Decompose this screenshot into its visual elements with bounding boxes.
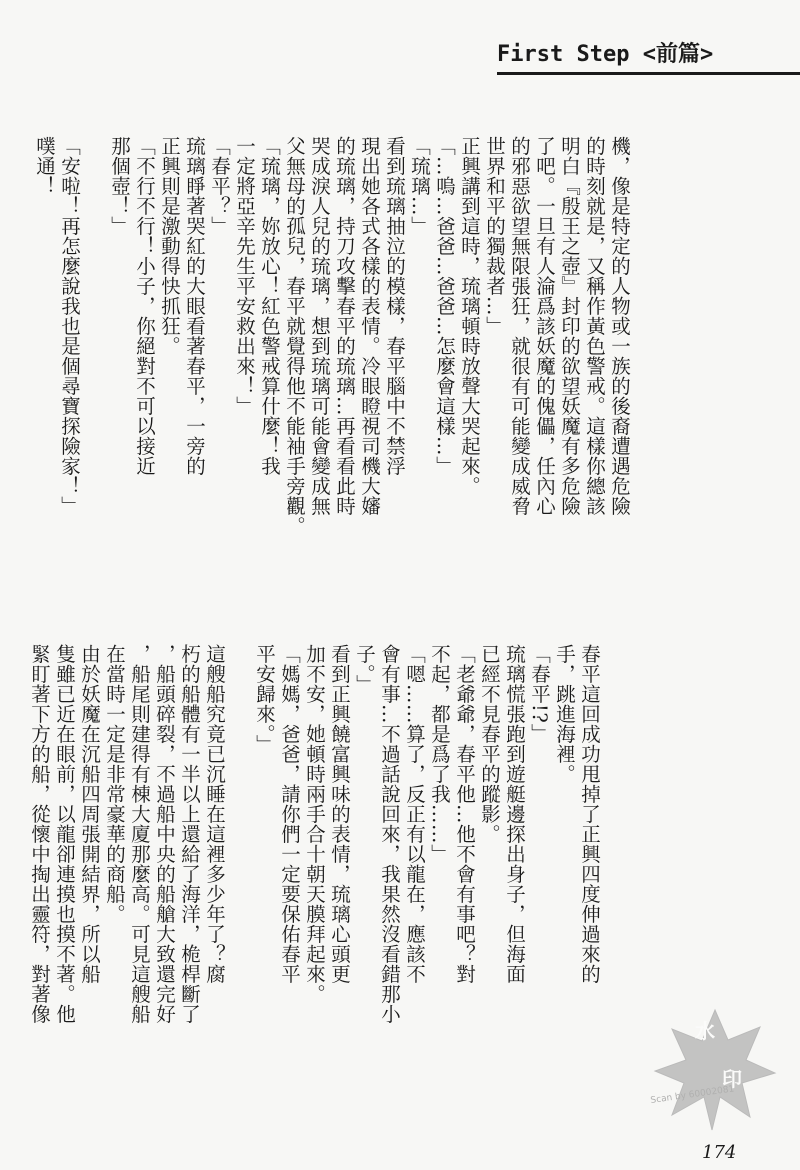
text-line: 「春平？」	[208, 136, 231, 236]
text-line: 不起，都是爲了我……」	[428, 644, 451, 864]
text-line: 一定將亞辛先生平安救出來！」	[233, 136, 256, 416]
text-line: 了吧。一旦有人淪爲該妖魔的傀儡，任內心	[533, 136, 556, 516]
text-line: 噗通！	[33, 136, 56, 196]
text-line: 「媽媽，爸爸，請你們一定要保佑春平	[278, 644, 301, 984]
text-line: 正興則是激動得快抓狂。	[158, 136, 181, 356]
text-line: 「琉璃，妳放心！紅色警戒算什麼！我	[258, 136, 281, 476]
leaf-icon	[650, 1005, 780, 1135]
text-line: 機，像是特定的人物或一族的後裔遭遇危險	[608, 136, 631, 516]
text-line: 現出她各式各樣的表情。冷眼瞪視司機大嬸	[358, 136, 381, 516]
text-line: 那個壺！」	[108, 136, 131, 236]
text-line: ，船尾則建得有棟大廈那麼高。可見這艘船	[128, 644, 151, 1024]
text-line: 父無母的孤兒，春平就覺得他不能袖手旁觀。	[283, 136, 306, 536]
watermark-credit: Scan by 60002081	[649, 1084, 735, 1106]
text-line: 看到正興饒富興味的表情，琉璃心頭更	[328, 644, 351, 984]
text-line: 子。」	[353, 644, 376, 695]
text-line: 看到琉璃抽泣的模樣，春平腦中不禁浮	[383, 136, 406, 476]
text-line: 「春平!?」	[528, 644, 551, 744]
text-line: 「…嗚…爸爸…爸爸…怎麼會這樣…」	[433, 136, 456, 476]
text-line: 已經不見春平的蹤影。	[478, 644, 501, 844]
text-line: 「嗯……算了，反正有以龍在，應該不	[403, 644, 426, 984]
text-line: 平安歸來。」	[253, 644, 276, 755]
text-line: 正興講到這時，琉璃頓時放聲大哭起來。	[458, 136, 481, 496]
header-rule	[497, 72, 800, 75]
watermark-char-1: 水	[695, 1019, 715, 1043]
text-line: 緊盯著下方的船，從懷中掏出靈符，對著像	[28, 644, 51, 1024]
text-line: 手，跳進海裡。	[553, 644, 576, 784]
text-line: 的邪惡欲望無限張狂，就很有可能變成威脅	[508, 136, 531, 516]
text-line: 「琉璃…」	[408, 136, 431, 236]
text-line: 琉璃睜著哭紅的大眼看著春平，一旁的	[183, 136, 206, 476]
text-block-bottom	[28, 644, 602, 1084]
text-line	[82, 136, 107, 576]
text-line: 琉璃慌張跑到遊艇邊探出身子，但海面	[503, 644, 526, 984]
text-line: 「老爺爺，春平他…他不會有事吧？對	[453, 644, 476, 984]
watermark-char-2: 印	[722, 1067, 742, 1091]
text-line: 在當時一定是非常豪華的商船。	[103, 644, 126, 924]
text-line: 春平這回成功甩掉了正興四度伸過來的	[578, 644, 601, 984]
text-line: 明白『殷王之壺』封印的欲望妖魔有多危險	[558, 136, 581, 516]
watermark-leaf-logo	[650, 1005, 780, 1135]
text-line: 的時刻就是，又稱作黃色警戒。這樣你總該	[583, 136, 606, 516]
text-line: 由於妖魔在沉船四周張開結界，所以船	[78, 644, 101, 984]
text-line: 「不行不行！小子，你絕對不可以接近	[133, 136, 156, 476]
text-line: 這艘船究竟已沉睡在這裡多少年了？腐	[203, 644, 226, 984]
running-header: First Step <前篇>	[497, 42, 714, 67]
text-line: 世界和平的獨裁者…」	[483, 136, 506, 336]
page-number: 174	[702, 1142, 737, 1163]
text-line: 朽的船體有一半以上還給了海洋，桅桿斷了	[178, 644, 201, 1024]
text-line: 加不安，她頓時兩手合十朝天膜拜起來。	[303, 644, 326, 1004]
text-line	[227, 644, 252, 1084]
text-line: 會有事…不過話說回來，我果然沒看錯那小	[378, 644, 401, 1024]
text-line: ，船頭碎裂，不過船中央的船艙大致還完好	[153, 644, 176, 1024]
text-block-top	[33, 136, 632, 576]
text-line: 的琉璃，持刀攻擊春平的琉璃…再看看此時	[333, 136, 356, 516]
text-line: 隻雖已近在眼前，以龍卻連摸也摸不著。他	[53, 644, 76, 1024]
text-line: 哭成淚人兒的琉璃，想到琉璃可能會變成無	[308, 136, 331, 516]
text-line: 「安啦！再怎麼說我也是個尋寶探險家！」	[58, 136, 81, 516]
